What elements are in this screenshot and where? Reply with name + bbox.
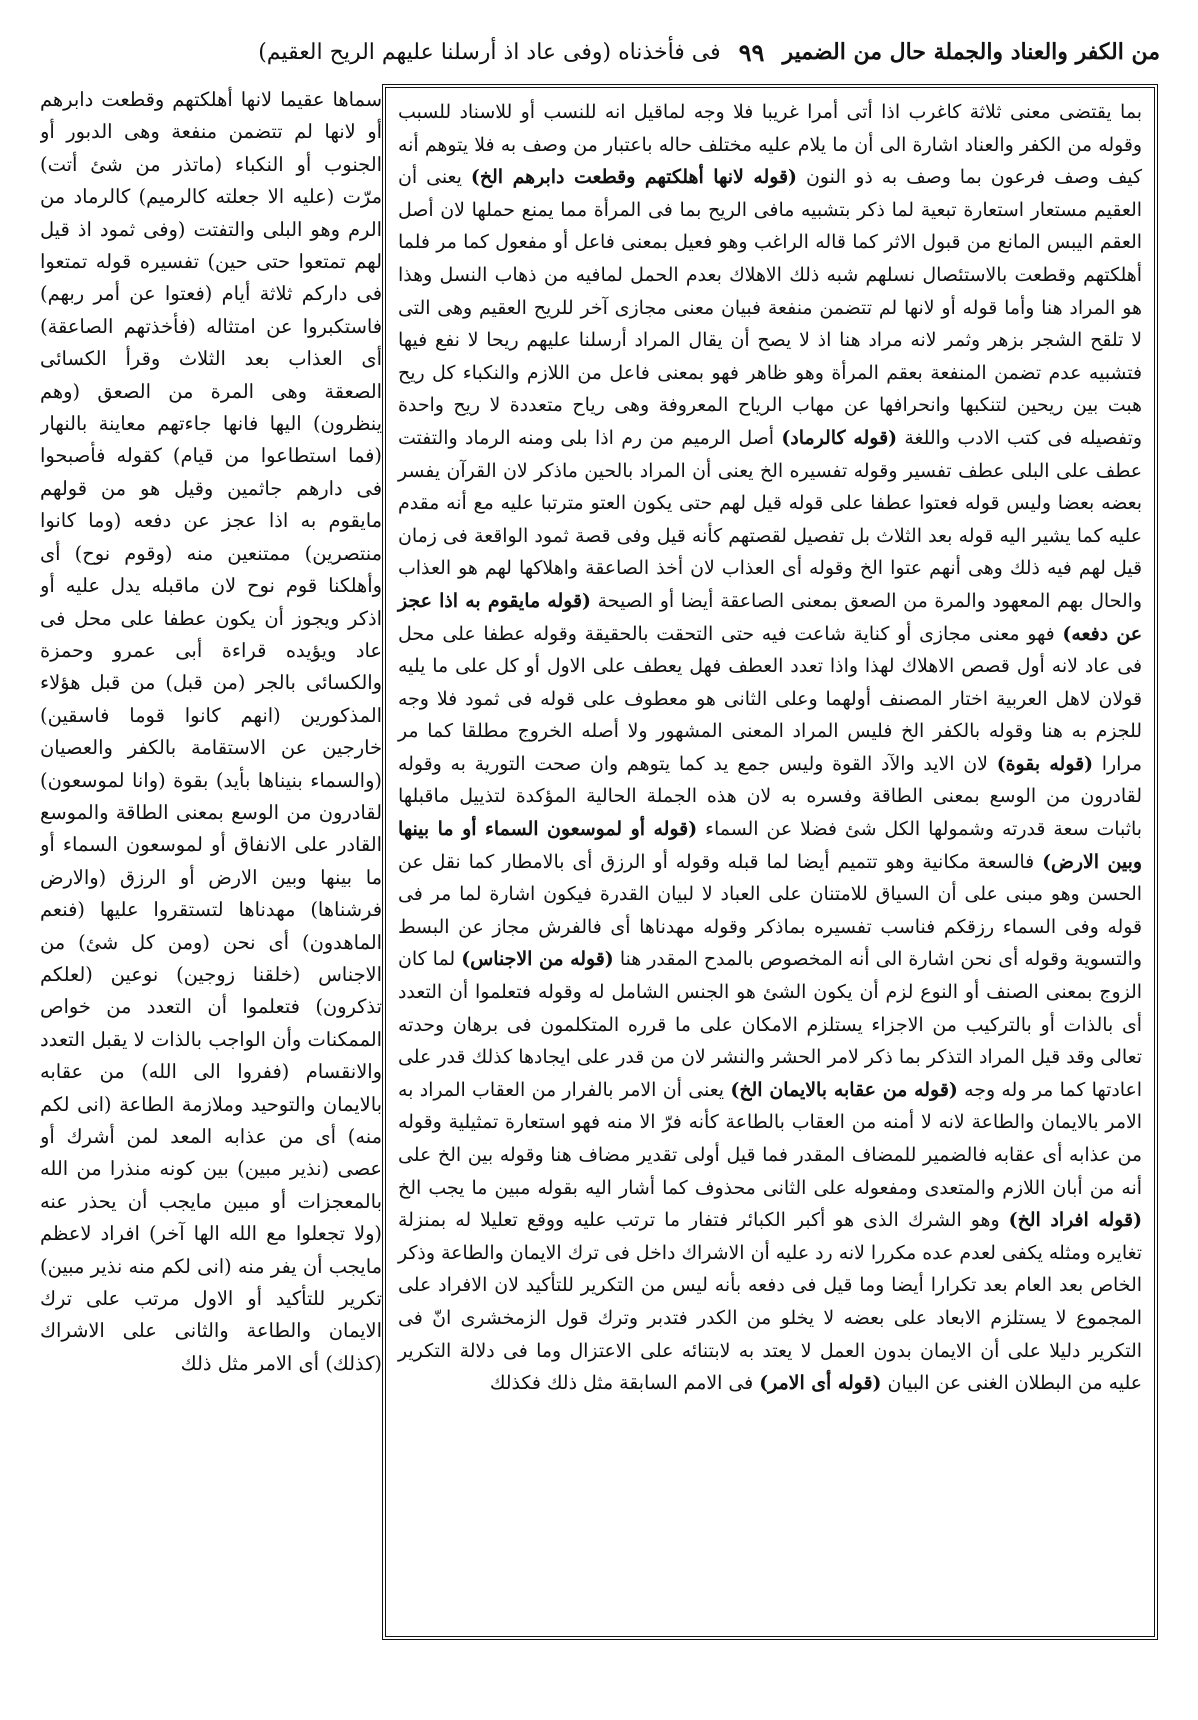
text-segment: وهو الشرك الذى هو أكبر الكبائر فتفار ما ترتب عليه ووقع تعليلا له بمنزلة تغايره ومثله يكفى لعدم عده مكررا لانه رد عليه أن الاشراك داخل فى ترك الايمان والطاعة وذكر الخاص بعد العام بعد تكرارا أيضا وما قيل فى دفعه بأنه ليس من التكرير للتأكيد لان الافراد على المجموع لا يستلزم الابعاد على بعضه لا يخلو من الكدر فتدبر وترك قول الزمخشرى انّ فى التكرير دليلا على أن الايمان بدون العمل لا يعتد به لابتنائه على الاعتزال وما فى دلالة التكرير عليه من البطلان الغنى عن البيان bbox=[398, 1209, 1142, 1395]
quote-heading: (قوله من الاجناس) bbox=[461, 948, 614, 971]
text-segment: فى الامم السابقة مثل ذلك فكذلك bbox=[489, 1372, 754, 1395]
quote-heading: (قوله بقوة) bbox=[996, 752, 1094, 775]
text-segment: بما يقتضى معنى ثلاثة كاغرب اذا أتى أمرا غريبا فلا وجه لماقيل انه للنسب أو للاسناد للسبب وقوله من الكفر والعناد اشارة الى أن ما يلام عليه مختلف حاله باعتبار من وصف به فلا يتوهم أنه كيف وصف فرعون بما وصف به ذو النون bbox=[398, 101, 1142, 189]
page-number: ٩٩ bbox=[738, 37, 765, 67]
text-segment: يعنى أن الامر بالفرار من العقاب المراد به الامر بالايمان والطاعة لانه لا أمنه من العقاب بالطاعة كأنه فرّ الا منه فهو استعارة تمثيلية وقوله من عذابه أى عقابه فالضمير للمضاف المقدر فما قيل أولى تقدير مضاف هنا وقوله بين الخ على أنه من أبان اللازم والمتعدى ومفعوله على الثانى محذوف كما أشار اليه بقوله مبين ما يجب الخ bbox=[398, 1078, 1142, 1199]
quote-heading: (قوله أو لموسعون السماء أو ما بينها وبين الارض) bbox=[398, 818, 1142, 873]
text-segment: يعنى أن العقيم مستعار استعارة تبعية لما ذكر بتشبيه مافى الريح بما فى المرأة مما يمنع حملها لان أصل العقم اليبس المانع من قبول الاثر كما قاله الراغب وهو فعيل بمعنى فاعل أو مفعول كما مر فلما أهلكتهم وقطعت بالاستئصال نسلهم شبه ذلك الاهلاك بعدم الحمل لمافيه من ذهاب النسل وهذا هو المراد هنا وأما قوله أو لانها لم تتضمن منفعة فبيان معنى مجازى آخر للريح العقيم وهى التى لا تلقح الشجر بزهر وثمر لانه مراد هنا اذ لا يصح أن يقال المراد أرسلنا عليهم ريحا لا نفع فيها فتشبيه عدم تضمن المنفعة بعقم المرأة وهو ظاهر فهو بمعنى فاعل من اللازم والنكباء كل ريح هبت بين ريحين لتنكبها وانحرافها عن مهاب الرياح المعروفة وهى رياح متعددة لا ريح واحدة وتفصيله فى كتب الادب واللغة bbox=[398, 166, 1142, 449]
quote-heading: (قوله أى الامر) bbox=[759, 1372, 882, 1395]
text-segment: فهو معنى مجازى أو كناية شاعت فيه حتى التحقت بالحقيقة وقوله عطفا على محل فى عاد لانه أول قصص الاهلاك لهذا واذا تعدد العطف فهل يعطف على الاول أو كل على ما يليه قولان لاهل العربية اختار المصنف أولهما وعلى الثانى هو معطوف على قوله فى ثمود فلا وجه للجزم به هنا وقوله بالكفر الخ فليس المراد المعنى المشهور ولا أصله الخروج مطلقا كما مر مرارا bbox=[398, 622, 1142, 775]
quote-heading: (قوله افراد الخ) bbox=[1008, 1209, 1143, 1232]
main-text bbox=[398, 96, 1142, 1400]
text-segment: فالسعة مكانية وهو تتميم أيضا لما قبله وقوله أو الرزق أى بالامطار كما نقل عن الحسن وهو مبنى على أن السياق للامتنان على العباد لا لبيان القدرة فيكون اشارة لما مر فى قوله وفى السماء رزقكم فناسب تفسيره بماذكر وقوله مهدناها أى فالفرش مجاز عن البسط والتسوية وقوله أى نحن اشارة الى أنه المخصوص بالمدح المقدر هنا bbox=[398, 850, 1143, 971]
margin-commentary-text: سماها عقيما لانها أهلكتهم وقطعت دابرهم أو لانها لم تتضمن منفعة وهى الدبور أو الجنوب أو النكباء (ماتذر من شئ أتت) مرّت (عليه الا جعلته كالرميم) كالرماد من الرم وهو البلى والتفتت (وفى ثمود اذ قيل لهم تمتعوا حتى حين) تفسيره قوله تمتعوا فى داركم ثلاثة أيام (فعتوا عن أمر ربهم) فاستكبروا عن امتثاله (فأخذتهم الصاعقة) أى العذاب بعد الثلاث وقرأ الكسائى الصعقة وهى المرة من الصعق (وهم ينظرون) اليها فانها جاءتهم معاينة بالنهار (فما استطاعوا من قيام) كقوله فأصبحوا فى دارهم جاثمين وقيل هو من قولهم مايقوم به اذا عجز عن دفعه (وما كانوا منتصرين) ممتنعين منه (وقوم نوح) أى وأهلكنا قوم نوح لان ماقبله يدل عليه أو اذكر ويجوز أن يكون عطفا على محل فى عاد ويؤيده قراءة أبى عمرو وحمزة والكسائى بالجر (من قبل) من قبل هؤلاء المذكورين (انهم كانوا قوما فاسقين) خارجين عن الاستقامة بالكفر والعصيان (والسماء بنيناها بأيد) بقوة (وانا لموسعون) لقادرون من الوسع بمعنى الطاقة والموسع القادر على الانفاق أو لموسعون السماء أو ما بينها وبين الارض أو الرزق (والارض فرشناها) مهدناها لتستقروا عليها (فنعم الماهدون) أى نحن (ومن كل شئ) من الاجناس (خلقنا زوجين) نوعين (لعلكم تذكرون) فتعلموا أن التعدد من خواص الممكنات وأن الواجب بالذات لا يقبل التعدد والانقسام (ففروا الى الله) من عقابه بالايمان والتوحيد وملازمة الطاعة (انى لكم منه) أى من عذابه المعد لمن أشرك أو عصى (نذير مبين) بين كونه منذرا من الله بالمعجزات أو مبين مايجب أن يحذر عنه (ولا تجعلوا مع الله الها آخر) افراد لاعظم مايجب أن يفر منه (انى لكم منه نذير مبين) تكرير للتأكيد أو الاول مرتب على ترك الايمان والطاعة والثانى على الاشراك (كذلك) أى الامر مثل ذلك bbox=[40, 88, 382, 1375]
verse-reference: فى فأخذناه (وفى عاد اذ أرسلنا عليهم الريح العقيم) bbox=[258, 39, 721, 65]
quote-heading: (قوله من عقابه بالايمان الخ) bbox=[730, 1078, 958, 1101]
page-header bbox=[40, 28, 1160, 76]
quote-heading: (قوله مايقوم به اذا عجز عن دفعه) bbox=[398, 589, 1142, 645]
margin-commentary bbox=[40, 84, 382, 1644]
main-text-body bbox=[398, 96, 1142, 1400]
main-text-box bbox=[382, 84, 1158, 1640]
running-title: من الكفر والعناد والجملة حال من الضمير bbox=[782, 39, 1160, 65]
quote-heading: (قوله لانها أهلكتهم وقطعت دابرهم الخ) bbox=[470, 166, 797, 189]
quote-heading: (قوله كالرماد) bbox=[781, 426, 898, 449]
text-segment: أصل الرميم من رم اذا بلى ومنه الرماد والتفتت عطف على البلى عطف تفسير وقوله تفسيره الخ يعنى أن المراد بالحين ماذكر لان القرآن يفسر بعضه بعضا وليس قوله فعتوا عطفا على قوله قيل لهم حتى يكون العتو مترتبا عليه مع أنه مقدم عليه كما يشير اليه قوله بعد الثلاث بل تفصيل لقصتهم كأنه قيل وفى قصة ثمود الواقعة فى زمان قيل لهم فيه ذلك وهى أنهم عتوا الخ وقوله أى العذاب لان أخذ الصاعقة واهلاكها لهم هو العذاب والحال بهم المعهود والمرة من الصعق بمعنى الصاعقة أيضا أو الصيحة bbox=[398, 426, 1143, 612]
text-segment: لما كان الزوج بمعنى الصنف أو النوع لزم أن يكون الشئ هو الجنس الشامل له وقوله فتعلموا أن التعدد أى بالذات أو بالتركيب من الاجزاء يستلزم الامكان على ما قرره المتكلمون فى برهان وحدته تعالى وقد قيل المراد التذكر بما ذكر لامر الحشر والنشر لان من قدر على ايجادها كذلك قدر على اعادتها كما مر وله وجه bbox=[398, 948, 1143, 1101]
text-segment: لان الايد والآد القوة وليس جمع يد كما يتوهم وان صحت التورية به وقوله لقادرون من الوسع بمعنى الطاقة وفسره به لان هذه الجملة الحالية المؤكدة لتذييل ماقبلها باثبات سعة قدرته وشمولها الكل شئ فضلا عن السماء bbox=[398, 752, 1142, 841]
